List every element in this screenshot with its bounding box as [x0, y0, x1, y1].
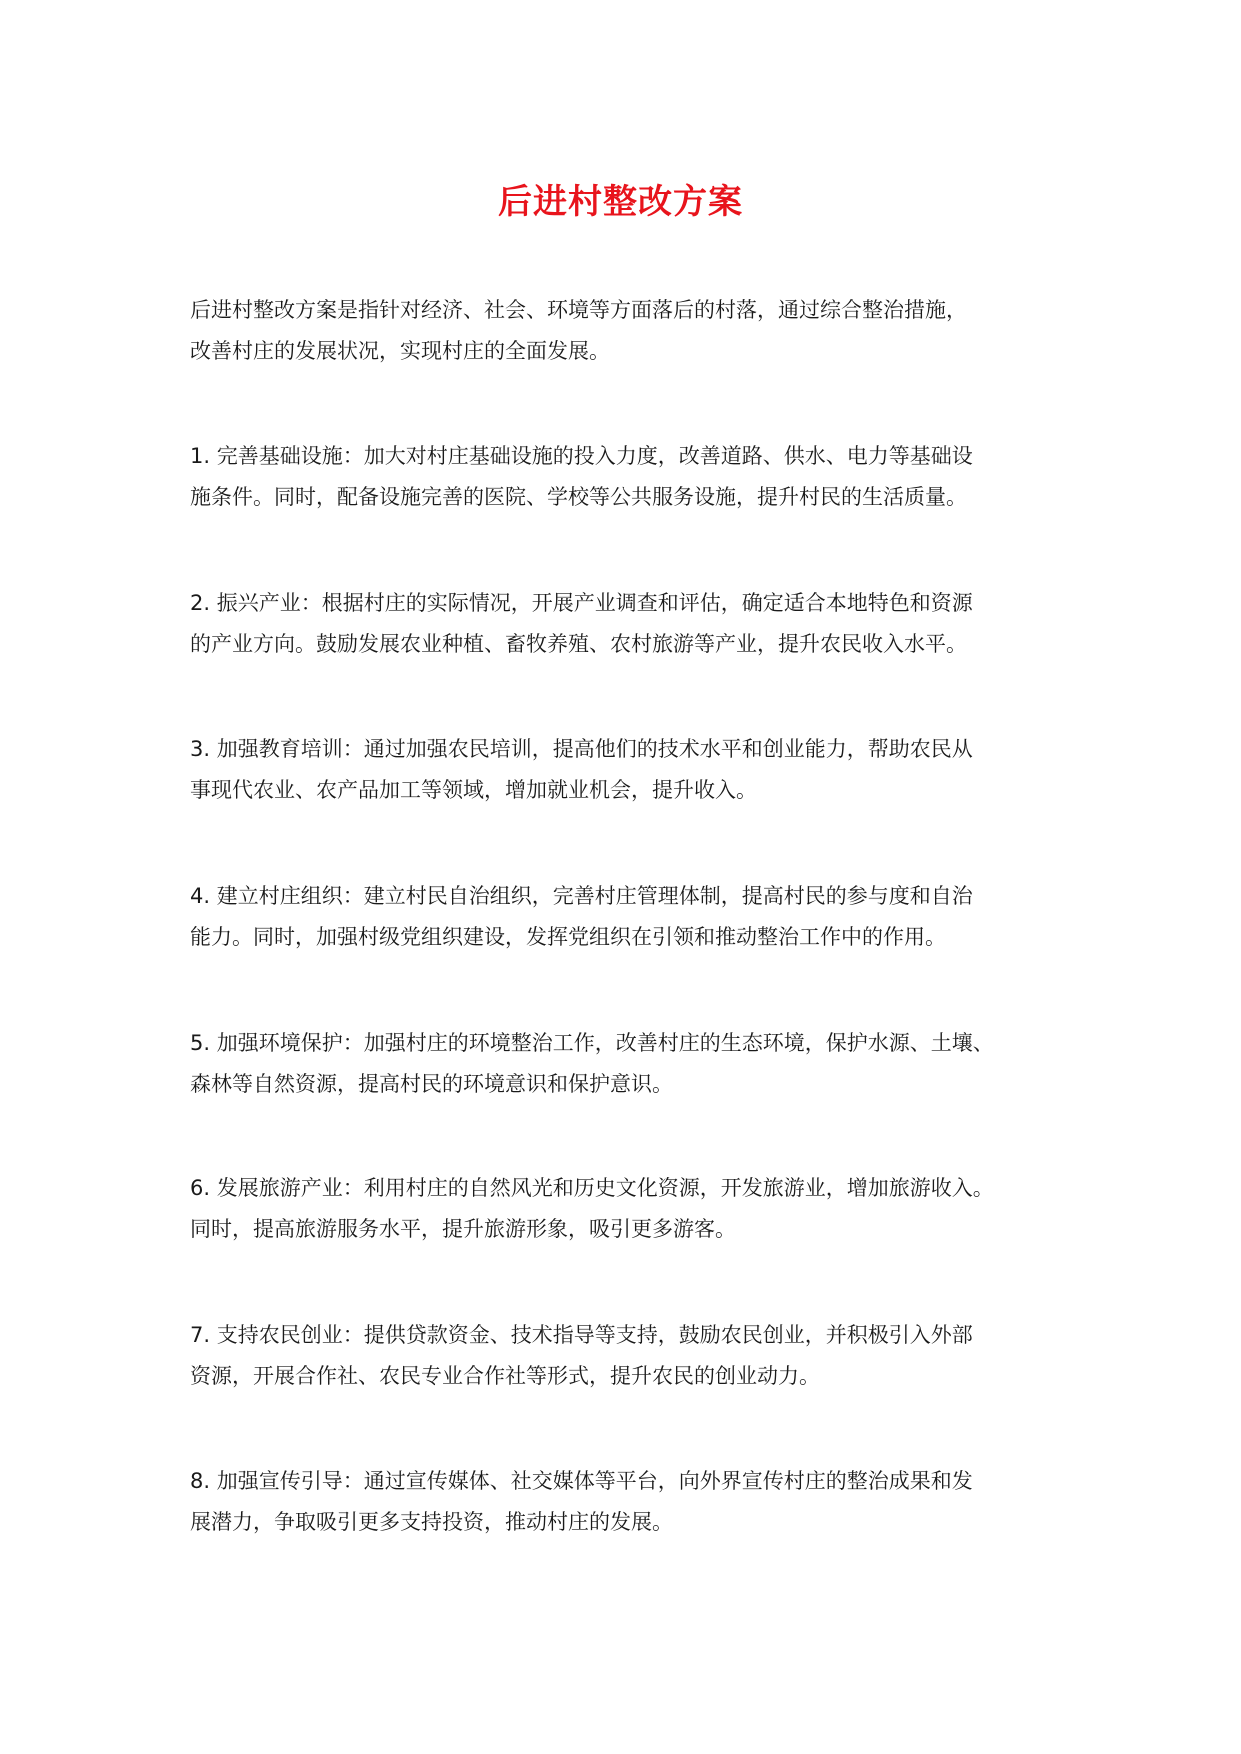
paragraph-line: 改善村庄的发展状况，实现村庄的全面发展。: [190, 339, 610, 363]
paragraph-line: 1. 完善基础设施：加大对村庄基础设施的投入力度，改善道路、供水、电力等基础设: [190, 444, 973, 468]
paragraph-line: 森林等自然资源，提高村民的环境意识和保护意识。: [190, 1072, 673, 1096]
paragraph-line: 的产业方向。鼓励发展农业种植、畜牧养殖、农村旅游等产业，提升农民收入水平。: [190, 632, 967, 656]
item-paragraph-4: [190, 876, 1070, 958]
paragraph-line: 8. 加强宣传引导：通过宣传媒体、社交媒体等平台，向外界宣传村庄的整治成果和发: [190, 1469, 973, 1493]
intro-paragraph: [190, 290, 1070, 372]
paragraph-line: 能力。同时，加强村级党组织建设，发挥党组织在引领和推动整治工作中的作用。: [190, 925, 946, 949]
paragraph-line: 同时，提高旅游服务水平，提升旅游形象，吸引更多游客。: [190, 1217, 736, 1241]
item-paragraph-1: [190, 436, 1070, 518]
paragraph-line: 3. 加强教育培训：通过加强农民培训，提高他们的技术水平和创业能力，帮助农民从: [190, 737, 973, 761]
item-paragraph-5: [190, 1023, 1070, 1105]
paragraph-line: 6. 发展旅游产业：利用村庄的自然风光和历史文化资源，开发旅游业，增加旅游收入。: [190, 1176, 994, 1200]
paragraph-line: 施条件。同时，配备设施完善的医院、学校等公共服务设施，提升村民的生活质量。: [190, 485, 967, 509]
paragraph-line: 展潜力，争取吸引更多支持投资，推动村庄的发展。: [190, 1510, 673, 1534]
paragraph-line: 5. 加强环境保护：加强村庄的环境整治工作，改善村庄的生态环境，保护水源、土壤、: [190, 1031, 994, 1055]
paragraph-line: 7. 支持农民创业：提供贷款资金、技术指导等支持，鼓励农民创业，并积极引入外部: [190, 1323, 973, 1347]
item-paragraph-3: [190, 729, 1070, 811]
paragraph-line: 后进村整改方案是指针对经济、社会、环境等方面落后的村落，通过综合整治措施，: [190, 298, 967, 322]
item-paragraph-7: [190, 1315, 1070, 1397]
item-paragraph-2: [190, 583, 1070, 665]
paragraph-line: 事现代农业、农产品加工等领域，增加就业机会，提升收入。: [190, 778, 757, 802]
paragraph-line: 资源，开展合作社、农民专业合作社等形式，提升农民的创业动力。: [190, 1364, 820, 1388]
item-paragraph-6: [190, 1168, 1070, 1250]
paragraph-line: 4. 建立村庄组织：建立村民自治组织，完善村庄管理体制，提高村民的参与度和自治: [190, 884, 973, 908]
paragraph-line: 2. 振兴产业：根据村庄的实际情况，开展产业调查和评估，确定适合本地特色和资源: [190, 591, 973, 615]
page-title: 后进村整改方案: [498, 182, 743, 222]
item-paragraph-8: [190, 1461, 1070, 1543]
